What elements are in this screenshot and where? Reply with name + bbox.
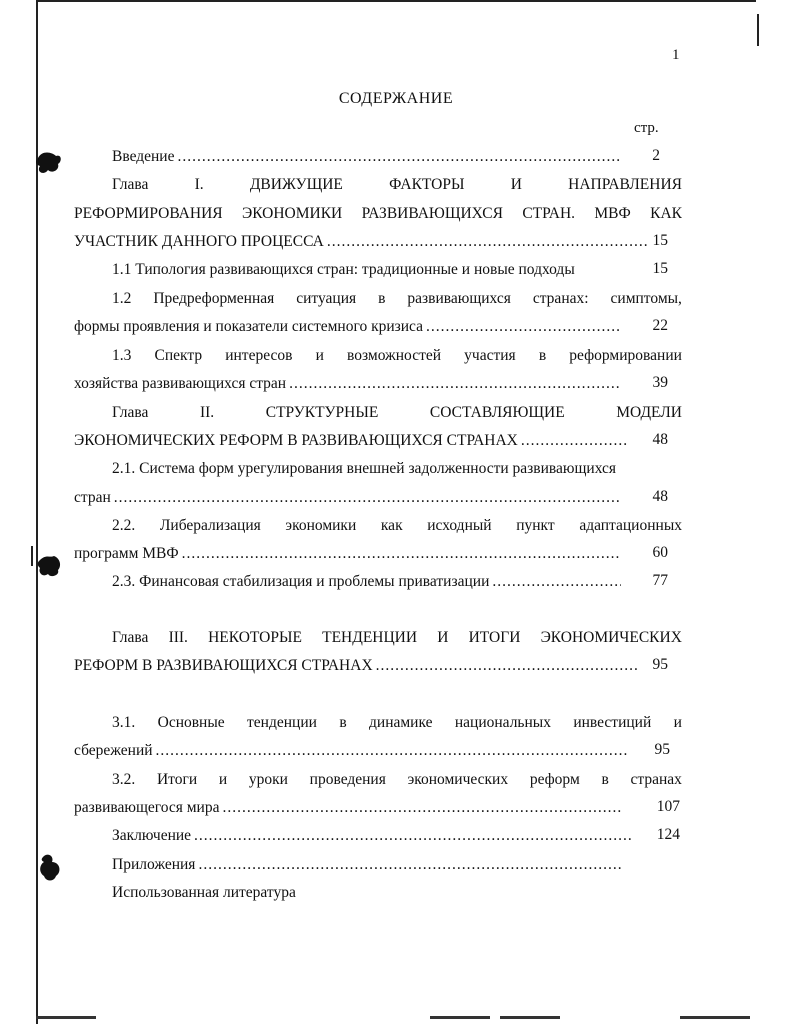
word: экономики: [285, 517, 357, 534]
page-column-label: стр.: [634, 120, 659, 136]
toc-entry-intro: [112, 147, 624, 167]
word: участия: [464, 347, 516, 364]
word: Основные: [157, 714, 225, 731]
toc-chapter-1-line1: [112, 175, 682, 195]
toc-entry-3-2-line1: [112, 770, 682, 790]
word: 3.2.: [112, 771, 136, 788]
word: I.: [194, 176, 204, 193]
toc-chapter-3-line2: [74, 656, 640, 676]
word: НЕКОТОРЫЕ: [208, 629, 302, 646]
word: И: [437, 629, 449, 646]
word: ИТОГИ: [468, 629, 521, 646]
word: странах:: [532, 290, 589, 307]
word: ЭКОНОМИЧЕСКИХ: [540, 629, 682, 646]
word: Глава: [112, 404, 149, 421]
word: в: [339, 714, 347, 731]
word: Глава: [112, 176, 149, 193]
scan-artifact: [36, 1016, 96, 1019]
ink-blot-icon: [34, 148, 64, 178]
word: в: [378, 290, 386, 307]
toc-entry-3-2-line2: [74, 798, 624, 818]
toc-entry-text: УЧАСТНИК ДАННОГО ПРОЦЕССА: [74, 233, 324, 250]
word: Итоги: [156, 771, 198, 788]
toc-chapter-2-line1: [112, 403, 682, 423]
word: СОСТАВЛЯЮЩИЕ: [429, 404, 565, 421]
toc-entry-page: 107: [656, 798, 680, 815]
toc-chapter-3-line1: [112, 628, 682, 648]
word: адаптационных: [579, 517, 682, 534]
word: тенденции: [247, 714, 317, 731]
toc-entry-1-2-line2: [74, 317, 624, 337]
word: симптомы,: [610, 290, 682, 307]
word: 1.2: [112, 290, 132, 307]
toc-entry-page: 95: [652, 656, 668, 673]
page-title: СОДЕРЖАНИЕ: [338, 90, 454, 107]
toc-entry-page: 22: [652, 317, 668, 334]
word: возможностей: [347, 347, 442, 364]
word: и: [315, 347, 324, 364]
word: МОДЕЛИ: [616, 404, 682, 421]
toc-entry-page: 48: [652, 431, 668, 448]
toc-entry-page: 2: [652, 147, 660, 164]
word: интересов: [225, 347, 293, 364]
toc-entry-appendix: [112, 855, 626, 875]
word: национальных: [454, 714, 551, 731]
toc-entry-text: Введение: [112, 148, 175, 165]
word: странах: [630, 771, 682, 788]
word: уроки: [248, 771, 288, 788]
toc-entry-page: 48: [652, 488, 668, 505]
toc-chapter-1-line2: РЕФОРМИРОВАНИЯ ЭКОНОМИКИ РАЗВИВАЮЩИХСЯ СТРАН. МВФ КАК: [74, 205, 682, 222]
word: Предреформенная: [153, 290, 275, 307]
word: инвестиций: [573, 714, 652, 731]
word: Спектр: [154, 347, 203, 364]
toc-entry-text: стран: [74, 489, 111, 506]
word: ДВИЖУЩИЕ: [249, 176, 343, 193]
word: ФАКТОРЫ: [389, 176, 465, 193]
word: экономических: [407, 771, 509, 788]
toc-entry-2-1-line1: 2.1. Система форм урегулирования внешней задолженности развивающихся: [112, 460, 617, 477]
word: и: [673, 714, 682, 731]
toc-entry-text: развивающегося мира: [74, 799, 220, 816]
scan-artifact: [430, 1016, 490, 1019]
word: 2.2.: [112, 517, 136, 534]
toc-entry-text: 2.3. Финансовая стабилизация и проблемы приватизации: [112, 573, 490, 590]
toc-entry-text: Приложения: [112, 856, 196, 873]
word: 3.1.: [112, 714, 136, 731]
word: реформировании: [569, 347, 682, 364]
scan-artifact: [500, 1016, 560, 1019]
toc-entry-2-3: [112, 572, 624, 592]
word: динамике: [369, 714, 433, 731]
toc-entry-page: 77: [652, 572, 668, 589]
toc-entry-2-1-line2: [74, 488, 624, 508]
toc-chapter-2-line2: [74, 431, 630, 451]
word: пункт: [516, 517, 555, 534]
word: II.: [199, 404, 215, 421]
scan-mark: [31, 546, 33, 566]
toc-entry-1-3-line1: [112, 346, 682, 366]
word: проведения: [309, 771, 386, 788]
toc-entry-page: 15: [652, 260, 668, 277]
toc-entry-1-3-line2: [74, 374, 624, 394]
toc-entry-2-2-line1: [112, 516, 682, 536]
word: в: [538, 347, 547, 364]
scan-artifact: [680, 1016, 750, 1019]
word: Либерализация: [159, 517, 261, 534]
toc-entry-page: 95: [654, 741, 670, 758]
toc-entry-3-1-line1: [112, 713, 682, 733]
word: ситуация: [296, 290, 357, 307]
word: в: [601, 771, 609, 788]
toc-chapter-1-line3: [74, 232, 650, 252]
toc-entry-2-2-line2: [74, 544, 624, 564]
toc-entry-1-2-line1: [112, 289, 682, 309]
toc-entry-conclusion: [112, 826, 636, 846]
toc-entry-text: сбережений: [74, 742, 153, 759]
word: И: [510, 176, 522, 193]
toc-entry-text: хозяйства развивающихся стран: [74, 375, 287, 392]
toc-entry-text: РЕФОРМ В РАЗВИВАЮЩИХСЯ СТРАНАХ: [74, 657, 373, 674]
toc-entry-page: 39: [652, 374, 668, 391]
toc-entry-page: 15: [652, 232, 668, 249]
toc-entry-text: формы проявления и показатели системного кризиса: [74, 318, 424, 335]
word: как: [380, 517, 403, 534]
word: III.: [168, 629, 188, 646]
word: Глава: [112, 629, 149, 646]
word: исходный: [427, 517, 492, 534]
page-number: 1: [672, 47, 680, 63]
scan-border-top: [36, 0, 756, 2]
toc-entry-3-1-line2: [74, 741, 630, 761]
word: и: [218, 771, 228, 788]
word: реформ: [529, 771, 580, 788]
word: ТЕНДЕНЦИИ: [322, 629, 418, 646]
toc-entry-literature: Использованная литература: [112, 884, 296, 901]
toc-entry-text: Заключение: [112, 827, 192, 844]
scan-border-right: [757, 14, 759, 46]
toc-entry-1-1: 1.1 Типология развивающихся стран: традиционные и новые подходы: [112, 261, 575, 278]
word: СТРУКТУРНЫЕ: [265, 404, 379, 421]
word: 1.3: [112, 347, 132, 364]
ink-blot-icon: [38, 852, 64, 884]
toc-entry-text: программ МВФ: [74, 545, 179, 562]
word: НАПРАВЛЕНИЯ: [568, 176, 682, 193]
toc-entry-page: 60: [652, 544, 668, 561]
toc-entry-page: 124: [656, 826, 680, 843]
ink-blot-icon: [36, 552, 64, 580]
toc-entry-text: ЭКОНОМИЧЕСКИХ РЕФОРМ В РАЗВИВАЮЩИХСЯ СТРАНАХ: [74, 432, 518, 449]
word: развивающихся: [407, 290, 511, 307]
